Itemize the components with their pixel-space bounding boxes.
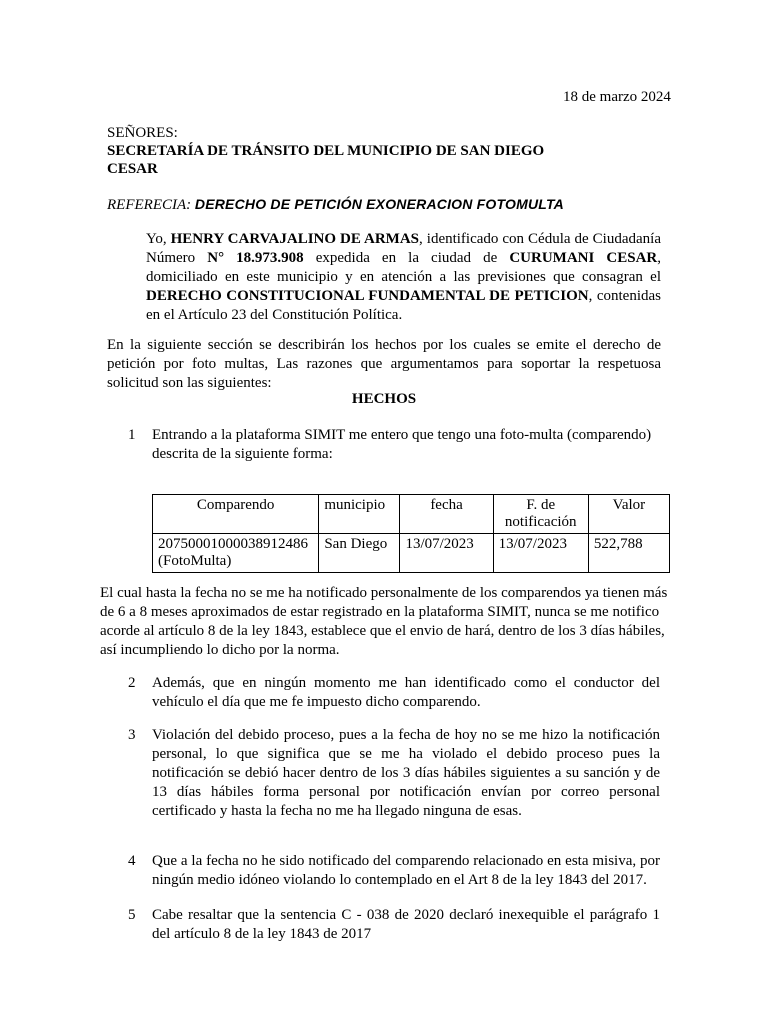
- petitioner-name: HENRY CARVAJALINO DE ARMAS: [170, 231, 420, 247]
- item-number: 5: [128, 907, 136, 923]
- salutation: SEÑORES:: [107, 125, 178, 141]
- letter-date: 18 de marzo 2024: [563, 89, 671, 105]
- reference-text: DERECHO DE PETICIÓN EXONERACION FOTOMULTA: [194, 196, 564, 212]
- item-text: Violación del debido proceso, pues a la fecha de hoy no se me hizo la notificación personal, lo que significa que se me ha violado el debido proceso pues la notificación se debió hacer dentro de los 3 días hábiles siguientes a su sanción y de 13 días hábiles forma personal por notificación envían por correo personal certificado y hasta la fecha no me ha llegado ninguna de esas.: [152, 727, 660, 819]
- table-cell-notificacion: 13/07/2023: [493, 534, 588, 573]
- item-number: 2: [128, 675, 136, 691]
- addressee-line-2: CESAR: [107, 161, 158, 177]
- table-header: fecha: [400, 495, 493, 534]
- table-header: municipio: [319, 495, 400, 534]
- intro-text-3: expedida en la ciudad de: [303, 250, 510, 266]
- table-row: [153, 534, 670, 573]
- intro-text-1: Yo,: [146, 231, 171, 247]
- constitutional-right: DERECHO CONSTITUCIONAL FUNDAMENTAL DE PETICION: [146, 288, 589, 304]
- reference-label: REFERECIA:: [107, 197, 192, 213]
- item-text: Que a la fecha no he sido notificado del comparendo relacionado en esta misiva, por ningún medio idóneo violando lo contemplado en el Art 8 de la ley 1843 del 2017.: [152, 853, 660, 888]
- table-cell-comparendo: 20750001000038912486 (FotoMulta): [153, 534, 319, 573]
- item-number: 1: [128, 427, 136, 443]
- intro-paragraph: [146, 230, 661, 325]
- intro-text-2: , identificado con Cédula de Ciudadanía Número: [146, 231, 661, 266]
- item-text: Además, que en ningún momento me han identificado como el conductor del vehículo el día que me fe impuesto dicho comparendo.: [152, 675, 660, 710]
- section-intro: En la siguiente sección se describirán los hechos por los cuales se emite el derecho de petición por foto multas, Las razones que argumentamos para soportar la respetuosa solicitud son las siguientes:: [107, 337, 661, 391]
- intro-text-4: , domiciliado en este municipio y en atención a las previsiones que consagran el: [146, 250, 661, 285]
- table-header: Comparendo: [153, 495, 319, 534]
- addressee-line-1: SECRETARÍA DE TRÁNSITO DEL MUNICIPIO DE SAN DIEGO: [107, 143, 545, 159]
- table-header: Valor: [588, 495, 669, 534]
- table-cell-fecha: 13/07/2023: [400, 534, 493, 573]
- reference-line: [107, 195, 667, 215]
- after-table-paragraph: El cual hasta la fecha no se me ha notificado personalmente de los comparendos ya tienen más de 6 a 8 meses aproximados de estar registrado en la plataforma SIMIT, nunca se me notifico acorde al artículo 8 de la ley 1843, establece que el envio de hará, dentro de los 3 días hábiles, así incumpliendo lo dicho por la norma.: [100, 585, 668, 658]
- item-text: Cabe resaltar que la sentencia C - 038 de 2020 declaró inexequible el parágrafo 1 del artículo 8 de la ley 1843 de 2017: [152, 907, 660, 942]
- hechos-title: HECHOS: [351, 391, 417, 407]
- item-text: Entrando a la plataforma SIMIT me entero que tengo una foto-multa (comparendo) descrita de la siguiente forma:: [152, 427, 652, 462]
- intro-text-5: , contenidas en el Artículo 23 del Constitución Política.: [146, 288, 661, 323]
- item-number: 4: [128, 853, 136, 869]
- id-number: N° 18.973.908: [207, 250, 304, 266]
- comparendo-table: [152, 494, 670, 573]
- table-header-row: [153, 495, 670, 534]
- table-cell-valor: 522,788: [588, 534, 669, 573]
- item-number: 3: [128, 727, 136, 743]
- table-cell-municipio: San Diego: [319, 534, 400, 573]
- table-header: F. de notificación: [493, 495, 588, 534]
- issuing-city: CURUMANI CESAR: [509, 250, 658, 266]
